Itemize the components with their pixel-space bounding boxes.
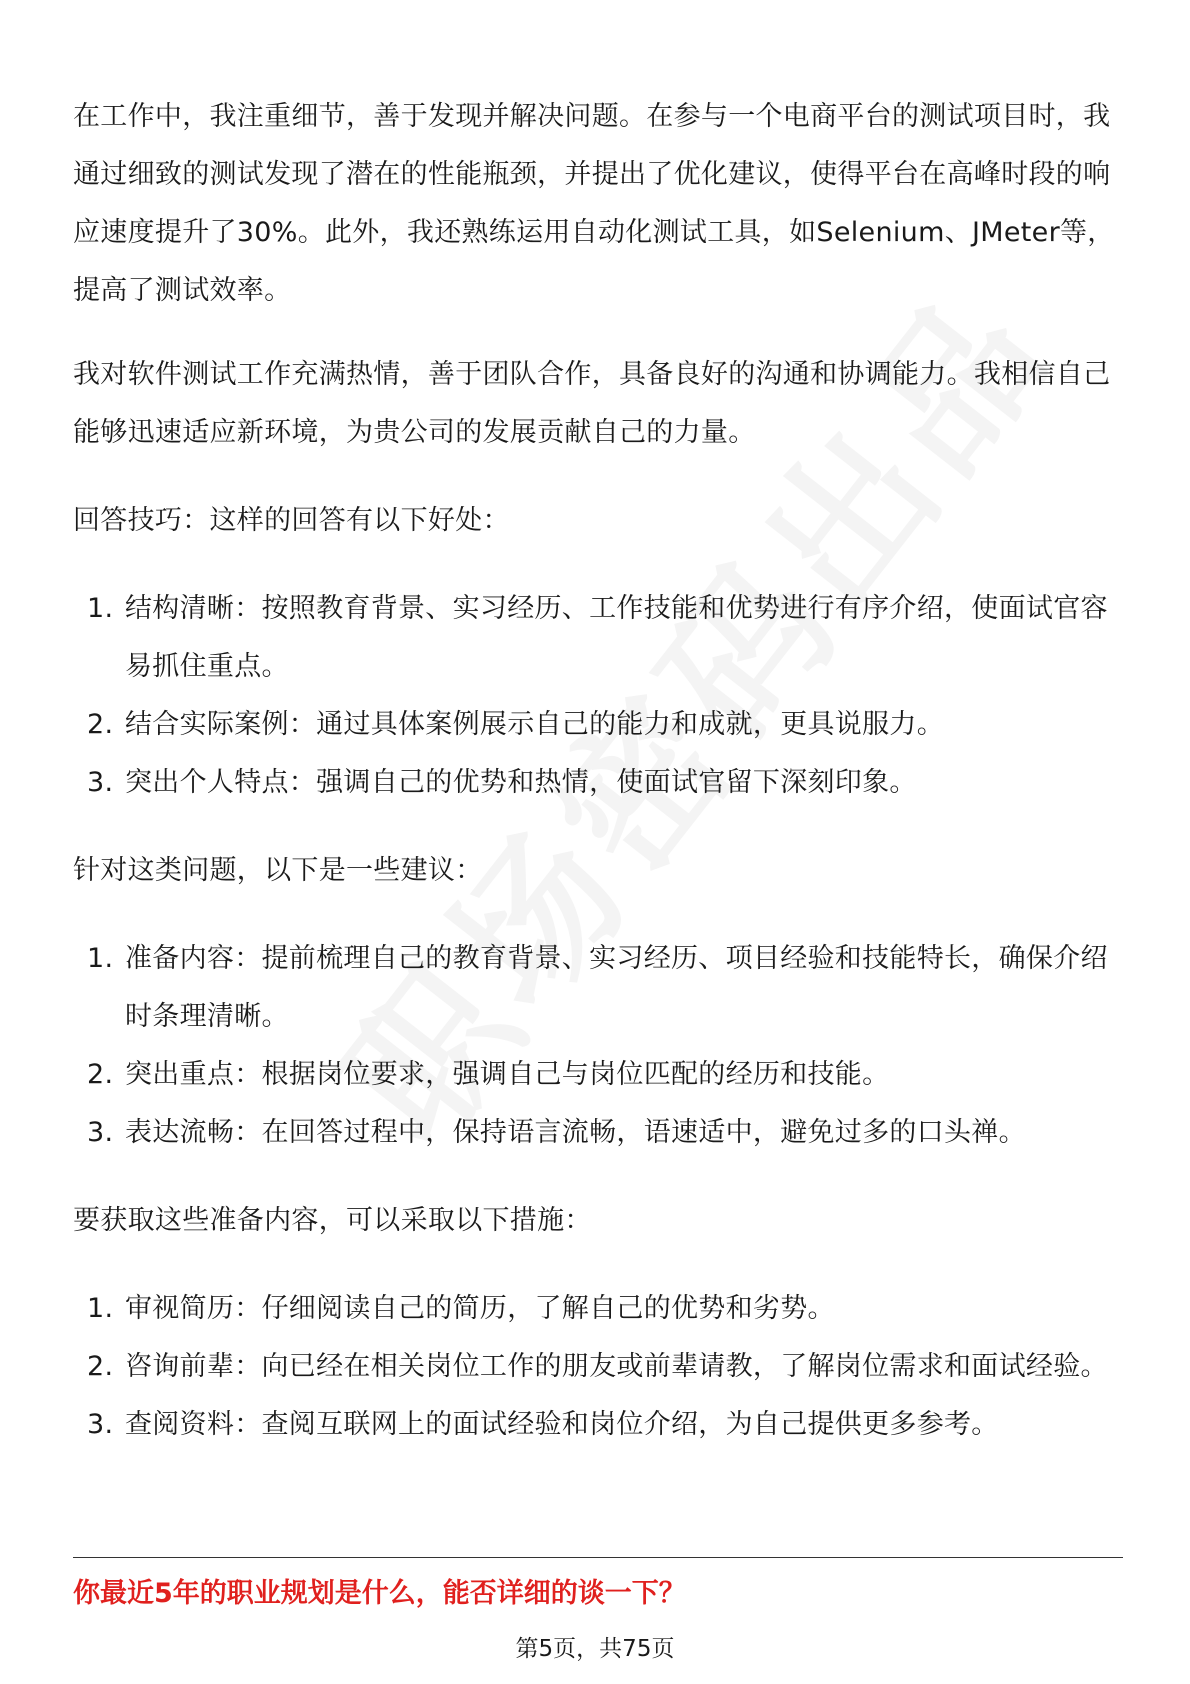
measures-intro: 要获取这些准备内容，可以采取以下措施： bbox=[73, 1205, 592, 1236]
document-body bbox=[73, 88, 1123, 1454]
section-divider bbox=[73, 1557, 1123, 1558]
list-item: 1. 准备内容：提前梳理自己的教育背景、实习经历、项目经验和技能特长，确保介绍时条理清晰。 bbox=[87, 943, 1108, 1032]
list-item: 2. 结合实际案例：通过具体案例展示自己的能力和成就，更具说服力。 bbox=[87, 709, 944, 740]
list-item: 1. 结构清晰：按照教育背景、实习经历、工作技能和优势进行有序介绍，使面试官容易抓住重点。 bbox=[87, 593, 1108, 682]
advice-intro: 针对这类问题，以下是一些建议： bbox=[73, 855, 483, 886]
list-item: 3. 突出个人特点：强调自己的优势和热情，使面试官留下深刻印象。 bbox=[87, 767, 917, 798]
list-item: 2. 咨询前辈：向已经在相关岗位工作的朋友或前辈请教，了解岗位需求和面试经验。 bbox=[87, 1351, 1108, 1382]
list-item: 2. 突出重点：根据岗位要求，强调自己与岗位匹配的经历和技能。 bbox=[87, 1059, 890, 1090]
page-number: 第5页，共75页 bbox=[515, 1636, 675, 1662]
paragraph-attitude: 我对软件测试工作充满热情，善于团队合作，具备良好的沟通和协调能力。我相信自己能够迅速适应新环境，为贵公司的发展贡献自己的力量。 bbox=[73, 359, 1111, 448]
paragraph-experience: 在工作中，我注重细节，善于发现并解决问题。在参与一个电商平台的测试项目时，我通过细致的测试发现了潜在的性能瓶颈，并提出了优化建议，使得平台在高峰时段的响应速度提升了30%。此外，我还熟练运用自动化测试工具，如Selenium、JMeter等，提高了测试效率。 bbox=[73, 101, 1115, 306]
advice-list bbox=[73, 930, 1123, 1162]
tips-intro: 回答技巧：这样的回答有以下好处： bbox=[73, 505, 510, 536]
list-item: 3. 表达流畅：在回答过程中，保持语言流畅，语速适中，避免过多的口头禅。 bbox=[87, 1117, 1026, 1148]
measures-list bbox=[73, 1280, 1123, 1454]
next-question-heading: 你最近5年的职业规划是什么，能否详细的谈一下？ bbox=[73, 1578, 686, 1609]
list-item: 3. 查阅资料：查阅互联网上的面试经验和岗位介绍，为自己提供更多参考。 bbox=[87, 1409, 999, 1440]
tips-list bbox=[73, 580, 1123, 812]
list-item: 1. 审视简历：仔细阅读自己的简历，了解自己的优势和劣势。 bbox=[87, 1293, 835, 1324]
